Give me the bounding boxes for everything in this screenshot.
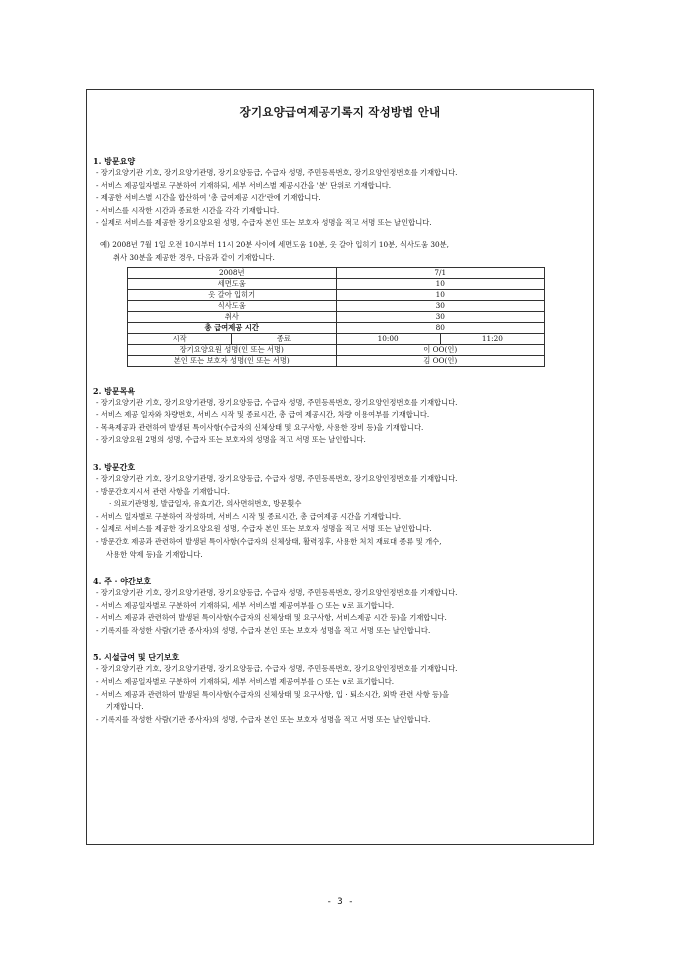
section-line: · 의료기관명칭, 발급일자, 유효기간, 의사면허번호, 방문횟수 [109, 499, 302, 509]
section-line: - 서비스를 시작한 시간과 종료한 시간을 각각 기재합니다. [96, 205, 280, 215]
section-line: - 제공한 서비스별 시간을 합산하여 '총 급여제공 시간'란에 기재합니다. [96, 193, 321, 203]
table-row-label: 옷 갈아 입히기 [128, 289, 337, 300]
table-recipient-sign-label: 본인 또는 보호자 성명(인 또는 서명) [128, 355, 337, 366]
section-line: - 서비스 제공일자별로 구분하여 기재하되, 세부 서비스별 제공여부를 ○ 또는 ∨로 표기합니다. [96, 600, 395, 610]
section-line: - 목욕제공과 관련하여 발생된 특이사항(수급자의 신체상태 및 요구사항, 사용한 장비 등)을 기재합니다. [96, 422, 424, 432]
table-row-label: 식사도움 [128, 300, 337, 311]
table-staff-sign-label: 장기요양요원 성명(인 또는 서명) [128, 344, 337, 355]
section-line: - 실제로 서비스를 제공한 장기요양요원 성명, 수급자 본인 또는 보호자 성명을 적고 서명 또는 날인합니다. [96, 524, 432, 534]
section-line: - 서비스 제공과 관련하여 발생된 특이사항(수급자의 신체상태 및 요구사항, 입 · 퇴소시간, 외박 관련 사항 등)을 [96, 689, 450, 699]
table-start-label: 시작 [128, 333, 232, 344]
table-date-label: 7/1 [336, 267, 545, 278]
section-line: - 장기요양기관 기호, 장기요양기관명, 장기요양등급, 수급자 성명, 주민등록번호, 장기요양인정번호를 기재합니다. [96, 397, 458, 407]
table-total-value: 80 [336, 322, 545, 333]
section-line: - 서비스 일자별로 구분하여 작성하며, 서비스 시작 및 종료시간, 총 급여제공 시간을 기재합니다. [96, 511, 402, 521]
example-line-1: 예) 2008년 7월 1일 오전 10시부터 11시 20분 사이에 세면도움 10분, 옷 갈아 입히기 10분, 식사도움 30분, [100, 239, 449, 249]
table-staff-sign-value: 이 OO(인) [336, 344, 545, 355]
document-body [93, 155, 589, 726]
section-line: - 장기요양기관 기호, 장기요양기관명, 장기요양등급, 수급자 성명, 주민등록번호, 장기요양인정번호를 기재합니다. [96, 168, 458, 177]
section-heading-nursing: 3. 방문간호 [93, 461, 136, 472]
example-block [93, 239, 589, 265]
table-start-time: 10:00 [336, 333, 440, 344]
section-heading-facility-care: 5. 시설급여 및 단기보호 [93, 652, 180, 663]
section-line: - 서비스 제공일자별로 구분하여 기재하되, 세부 서비스별 제공시간을 '분' 단위로 기재합니다. [96, 180, 392, 190]
table-row-label: 취사 [128, 311, 337, 322]
table-row-label: 세면도움 [128, 278, 337, 289]
table-recipient-sign-value: 김 OO(인) [336, 355, 545, 366]
table-row-value: 10 [336, 278, 545, 289]
table-end-label: 종료 [232, 333, 336, 344]
section-heading-day-night-care: 4. 주 · 야간보호 [93, 576, 152, 587]
section-line: 기재합니다. [106, 702, 144, 712]
table-row-value: 10 [336, 289, 545, 300]
section-line: - 기록지를 작성한 사람(기관 종사자)의 성명, 수급자 본인 또는 보호자 성명을 적고 서명 또는 날인합니다. [96, 714, 431, 724]
section-line: - 장기요양기관 기호, 장기요양기관명, 장기요양등급, 수급자 성명, 주민등록번호, 장기요양인정번호를 기재합니다. [96, 664, 458, 674]
document-title: 장기요양급여제공기록지 작성방법 안내 [239, 105, 441, 119]
table-end-time: 11:20 [440, 333, 544, 344]
section-line: - 방문간호 제공과 관련하여 발생된 특이사항(수급자의 신체상태, 활력징후, 사용한 처치 재료대 종류 및 개수, [96, 536, 442, 546]
section-line: - 방문간호지시서 관련 사항을 기재합니다. [96, 486, 230, 496]
example-line-2: 취사 30분을 제공한 경우, 다음과 같이 기재합니다. [113, 252, 275, 262]
section-line: - 기록지를 작성한 사람(기관 종사자)의 성명, 수급자 본인 또는 보호자 성명을 적고 서명 또는 날인합니다. [96, 625, 431, 635]
section-heading-home-care: 1. 방문요양 [93, 156, 136, 166]
section-line: 사용한 약제 등)을 기재합니다. [106, 549, 203, 559]
example-record-table [127, 267, 545, 367]
section-line: - 서비스 제공 일자와 차량번호, 서비스 시작 및 종료시간, 총 급여 제공시간, 차량 이용여부를 기재합니다. [96, 410, 430, 420]
section-line: - 서비스 제공일자별로 구분하여 기재하되, 세부 서비스별 제공여부를 ○ 또는 ∨로 표기합니다. [96, 677, 395, 687]
table-row-value: 30 [336, 300, 545, 311]
section-heading-bath: 2. 방문목욕 [93, 385, 136, 396]
section-line: - 서비스 제공과 관련하여 발생된 특이사항(수급자의 신체상태 및 요구사항, 서비스제공 시간 등)을 기재합니다. [96, 613, 447, 623]
table-year-label: 2008년 [128, 267, 337, 278]
table-row-value: 30 [336, 311, 545, 322]
section-line: - 장기요양기관 기호, 장기요양기관명, 장기요양등급, 수급자 성명, 주민등록번호, 장기요양인정번호를 기재합니다. [96, 473, 458, 483]
section-line: - 실제로 서비스를 제공한 장기요양요원 성명, 수급자 본인 또는 보호자 성명을 적고 서명 또는 날인합니다. [96, 218, 432, 228]
section-line: - 장기요양요원 2명의 성명, 수급자 또는 보호자의 성명을 적고 서명 또는 날인합니다. [96, 435, 366, 445]
page-number: - 3 - [326, 897, 354, 907]
table-total-label: 총 급여제공 시간 [128, 322, 337, 333]
section-line: - 장기요양기관 기호, 장기요양기관명, 장기요양등급, 수급자 성명, 주민등록번호, 장기요양인정번호를 기재합니다. [96, 588, 458, 598]
